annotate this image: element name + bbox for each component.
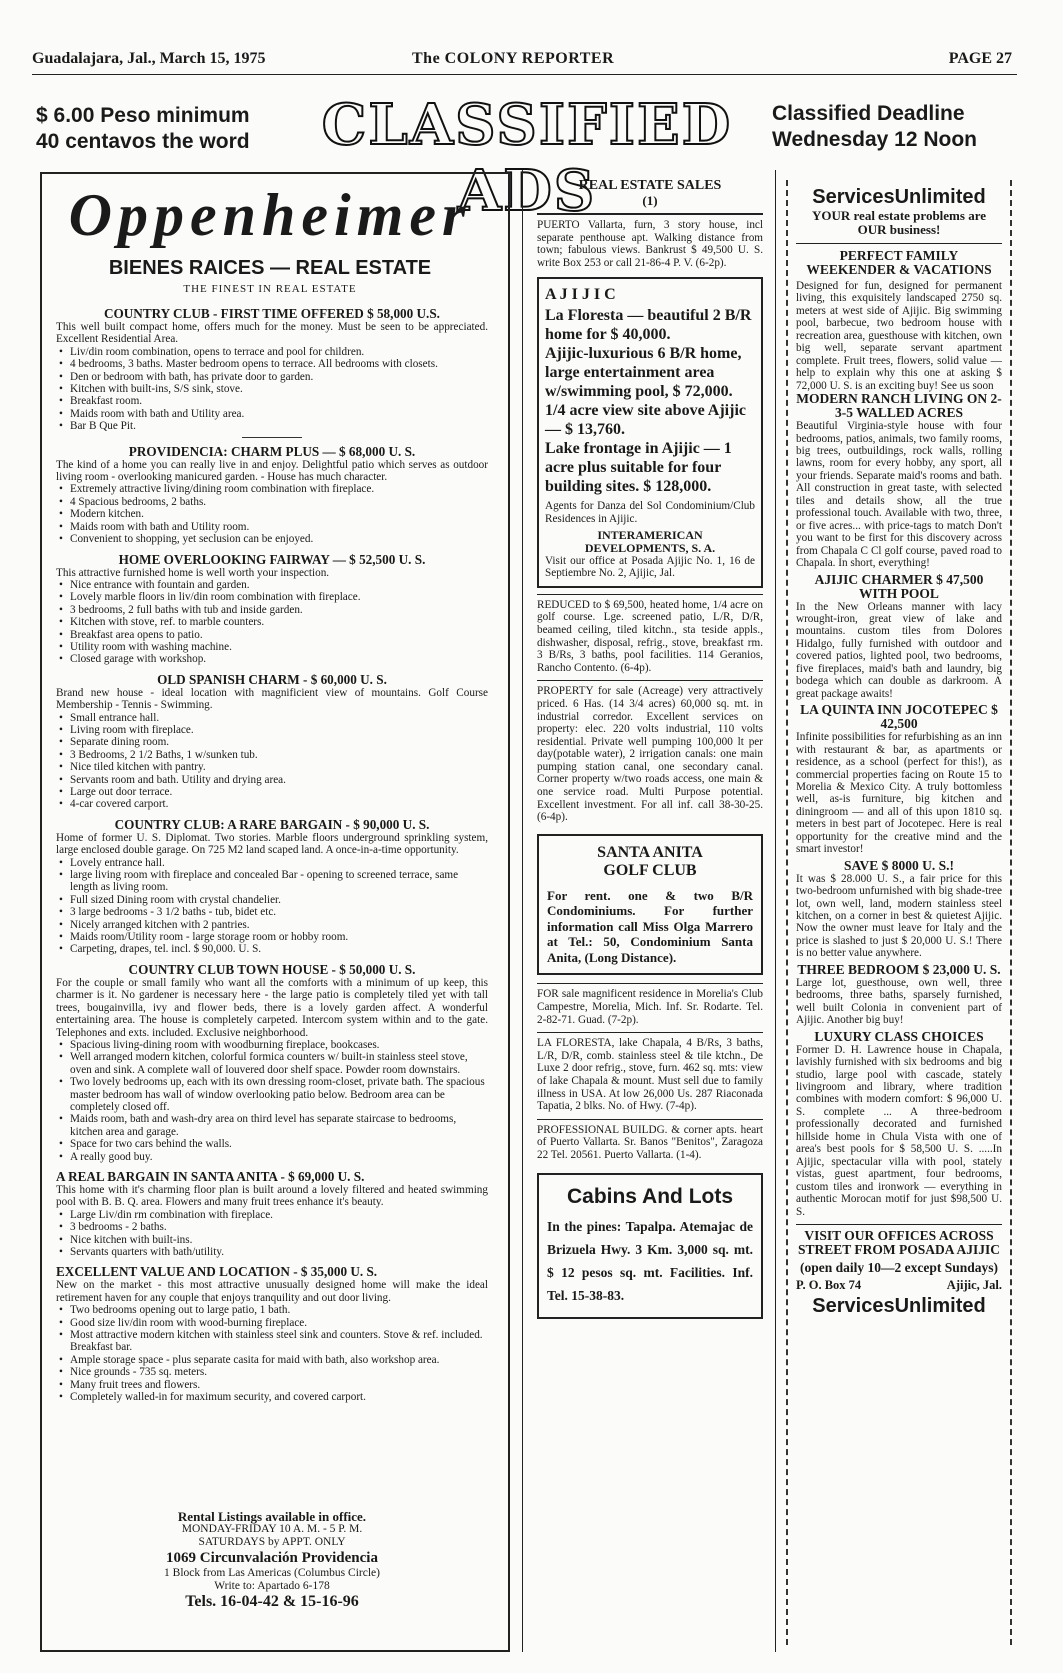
classified-ad: PUERTO Vallarta, furn, 3 story house, incl separate penthouse apt. Walking distance from town; fabulous views. Bankrust $ 49,500 U. S. write Box 253 or call 21-86-4 P. V. (6-2p). bbox=[537, 219, 763, 269]
classified-title: CLASSIFIED ADS bbox=[321, 92, 733, 224]
listing bbox=[56, 672, 488, 811]
page-header bbox=[32, 50, 1012, 72]
services-listing bbox=[796, 963, 1002, 1027]
feature-item: • Most attractive modern kitchen with stainless steel sink and counters. Stove & ref. included. Breakfast bar. bbox=[56, 1329, 488, 1354]
feature-item: • Maids room with bath and Utility area. bbox=[56, 408, 488, 420]
listing-body: Beautiful Virginia-style house with four bedrooms, patios, animals, two family rooms, big trees, outbuildings, rock walls, rolling lawns, room for every hobby, any sport, all your friends. Separate maid's rooms and bath. All construction in great taste, with selected tiles and details show, all the true professional touch. Available with two, three, or five acres... with price-tags to match Don't you want to be first for this discovery across from Chapala C Cl golf course, paved road to Chapala. In short, everything! bbox=[796, 420, 1002, 570]
feature-item: • Utility room with washing machine. bbox=[56, 641, 488, 653]
oppenheimer-subtitle: BIENES RAICES — REAL ESTATE bbox=[108, 257, 432, 279]
cabins-title: Cabins And Lots bbox=[566, 1185, 734, 1209]
ajijic-listing: Lake frontage in Ajijic — 1 acre plus suitable for four building sites. $ 128,000. bbox=[545, 440, 732, 496]
visit-offices: VISIT OUR OFFICES ACROSS STREET FROM POSADA AJIJIC bbox=[798, 1228, 1000, 1257]
feature-item: • Two lovely bedrooms up, each with its own dressing room-closet, private bath. The spacious master bedroom has wall of window overlooking patio below. Bedroom area can be completely closed off. bbox=[56, 1076, 488, 1113]
feature-item: • Convenient to shopping, yet seclusion can be enjoyed. bbox=[56, 533, 488, 545]
oppenheimer-title: Oppenheimer bbox=[68, 182, 472, 248]
ajijic-ad bbox=[537, 277, 763, 587]
listing bbox=[56, 1264, 488, 1403]
listing bbox=[56, 817, 488, 956]
feature-item: • Modern kitchen. bbox=[56, 508, 488, 520]
listing-heading: COUNTRY CLUB: A RARE BARGAIN - $ 90,000 U. S. bbox=[114, 816, 430, 832]
feature-item: • Liv/din room combination, opens to terrace and pool for children. bbox=[56, 346, 488, 358]
real-estate-column bbox=[537, 178, 763, 1319]
listing-features bbox=[56, 1209, 488, 1259]
divider bbox=[537, 1032, 763, 1033]
divider bbox=[537, 680, 763, 681]
listing bbox=[56, 1169, 488, 1258]
cabins-body: In the pines: Tapalpa. Atemajac de Brizuela Hwy. 3 Km. 3,000 sq. mt. $ 12 pesos sq. mt. Facilities. Inf. Tel. 15-38-83. bbox=[547, 1219, 753, 1304]
feature-item: • 4 bedrooms, 3 baths. Master bedroom opens to terrace. All bedrooms with closets. bbox=[56, 358, 488, 370]
listing-body: This attractive furnished home is well worth your inspection. bbox=[56, 566, 330, 579]
feature-item: • 4 Spacious bedrooms, 2 baths. bbox=[56, 496, 488, 508]
divider bbox=[537, 594, 763, 595]
listing-heading: LUXURY CLASS CHOICES bbox=[814, 1028, 984, 1044]
listing-heading: OLD SPANISH CHARM - $ 60,000 U. S. bbox=[157, 671, 387, 687]
feature-item: • Breakfast room. bbox=[56, 395, 488, 407]
feature-item: • Kitchen with stove, ref. to marble counters. bbox=[56, 616, 488, 628]
divider bbox=[242, 437, 302, 438]
column-rule-2 bbox=[775, 170, 776, 1652]
listing-heading: MODERN RANCH LIVING ON 2-3-5 WALLED ACRES bbox=[796, 391, 1002, 421]
feature-item: • Bar B Que Pit. bbox=[56, 420, 488, 432]
classified-ad: REDUCED to $ 69,500, heated home, 1/4 acre on golf course. Lge. screened patio, L/R, D/R, beamed ceiling, tiled kitchn., sta teside appls., dishwasher, disposal, refrig., stove, breakfast rm. 3 B/Rs, 3 baths, pool facilities. 114 Geranios, Rancho Contento. (6-4p). bbox=[537, 598, 763, 674]
rental-listings-note: Rental Listings available in office. bbox=[177, 1509, 367, 1524]
listing-body: Infinite possibilities for refurbishing as an inn with restaurant & bar, as apartments or residence, as a school (perfect for this!), as commercial properties facing on Route 15 to Morelia & Mexico City. A truly bottomless well, as-is furniture, big kitchen and diningroom — and all of this upon 1810 sq. meters in best part of Jocotepec. Here is real opportunity for the creative mind and the smart investor! bbox=[796, 731, 1002, 856]
ajijic-listing: Ajijic-luxurious 6 B/R home, large entertainment area w/swimming pool, $ 72,000. bbox=[545, 345, 742, 401]
feature-item: • Servants room and bath. Utility and drying area. bbox=[56, 774, 488, 786]
feature-item: • Spacious living-dining room with woodburning fireplace, bookcases. bbox=[56, 1039, 488, 1051]
feature-item: • Kitchen with built-ins, S/S sink, stove. bbox=[56, 383, 488, 395]
divider bbox=[796, 243, 1002, 244]
services-footer-title: ServicesUnlimited bbox=[812, 1295, 986, 1317]
oppenheimer-tagline: THE FINEST IN REAL ESTATE bbox=[183, 283, 357, 295]
santa-anita-title: SANTA ANITA bbox=[597, 843, 703, 861]
feature-item: • Large Liv/din rm combination with fireplace. bbox=[56, 1209, 488, 1221]
classified-ad: FOR sale magnificent residence in Morelia's Club Campestre, Morelia, Mich. Inf. Sr. Rodarte. Tel. 2-82-71. Guad. (7-2p). bbox=[537, 988, 763, 1026]
feature-item: • Maids room/Utility room - large storage room or hobby room. bbox=[56, 931, 488, 943]
classified-ad: PROPERTY for sale (Acreage) very attractively priced. 6 Has. (14 3/4 acres) 60,000 sq. mt. in industrial corredor. Excellent services on property: elec. 220 volts industrial, 110 volts residential. Private well pumping 100,000 lt per day(potable water), 2 irrigation canals: one main pumping station canal, one secondary canal. Corner property w/two roads access, one main & one service road. Multi Purpose potential. Excellent investment. For all inf. call 38-30-25. (6-4p). bbox=[537, 685, 763, 824]
feature-item: • Well arranged modern kitchen, colorful formica counters w/ built-in stainless steel stove, oven and sink. A complete wall of louvered door shelf space. Powder room downstairs. bbox=[56, 1051, 488, 1076]
santa-anita-subtitle: GOLF CLUB bbox=[603, 861, 697, 879]
listing-body: This well built compact home, offers much for the money. Must be seen to be appreciated. Excellent Residential Area. bbox=[56, 321, 488, 346]
feature-item: • 3 large bedrooms - 3 1/2 baths - tub, bidet etc. bbox=[56, 906, 488, 918]
ajijic-agents: Agents for Danza del Sol Condominium/Club Residences in Ajijic. bbox=[545, 500, 755, 525]
divider bbox=[537, 983, 763, 984]
rates-info bbox=[36, 103, 250, 155]
oppenheimer-listings bbox=[56, 300, 488, 1403]
santa-anita-body: For rent. one & two B/R Condominiums. For further information call Miss Olga Marrero at Tel.: 50, Condominium Santa Anita, (Long Distance). bbox=[547, 887, 753, 965]
listing-features bbox=[56, 857, 488, 956]
services-title: ServicesUnlimited bbox=[812, 186, 986, 208]
section-number: (1) bbox=[642, 193, 658, 208]
feature-item: • Den or bedroom with bath, has private door to garden. bbox=[56, 371, 488, 383]
border-right bbox=[1010, 180, 1012, 1645]
phone-numbers: Tels. 16-04-42 & 15-16-96 bbox=[185, 1593, 359, 1610]
listing-features bbox=[56, 579, 488, 666]
feature-item: • Good size liv/din room with wood-burning fireplace. bbox=[56, 1317, 488, 1329]
column-rule-1 bbox=[522, 170, 523, 1652]
ajijic-listing: La Floresta — beautiful 2 B/R home for $ 40,000. bbox=[545, 307, 752, 344]
listing-body: The kind of a home you can really live in and enjoy. Delightful patio which serves as outdoor living room - overlooking manicured garden. - House has much character. bbox=[56, 458, 488, 484]
feature-item: • Many fruit trees and flowers. bbox=[56, 1379, 488, 1391]
contact-line bbox=[796, 1278, 1002, 1293]
city: Ajijic, Jal. bbox=[946, 1278, 1002, 1292]
feature-item: • Full sized Dining room with crystal chandelier. bbox=[56, 894, 488, 906]
feature-item: • large living room with fireplace and concealed Bar - opening to screened terrace, same length as living room. bbox=[56, 869, 488, 894]
listing-features bbox=[56, 1304, 488, 1403]
listing-heading: LA QUINTA INN JOCOTEPEC $ 42,500 bbox=[800, 702, 998, 732]
listing-features bbox=[56, 483, 488, 545]
feature-item: • Closed garage with workshop. bbox=[56, 653, 488, 665]
office-hours: (open daily 10—2 except Sundays) bbox=[799, 1260, 999, 1275]
rate-minimum: $ 6.00 Peso minimum bbox=[36, 104, 250, 127]
listing-body: This home with it's charming floor plan is built around a lovely filtered and heated swimming pool with B. B. Q. area. Flowers and many fruit trees enhance it's beauty. bbox=[56, 1183, 488, 1209]
ajijic-visit: Visit our office at Posada Ajijic No. 1, 16 de Septiembre No. 2, Ajijic, Jal. bbox=[545, 554, 755, 580]
office-address: 1069 Circunvalación Providencia bbox=[166, 1550, 378, 1566]
classified-ad: PROFESSIONAL BUILDG. & corner apts. heart of Puerto Vallarta. Sr. Banos "Benitos", Zaragoza 22 Tel. 20561. Puerto Vallarta. (1-4). bbox=[537, 1123, 763, 1161]
services-unlimited-ad bbox=[796, 186, 1002, 1318]
listing-body: Brand new house - ideal location with magnificient view of mountains. Golf Course Membership - Tennis - Swimming. bbox=[56, 686, 488, 712]
listing-heading: THREE BEDROOM $ 23,000 U. S. bbox=[797, 961, 1001, 977]
rate-per-word: 40 centavos the word bbox=[36, 130, 250, 153]
section-title: REAL ESTATE SALES bbox=[578, 178, 722, 193]
listing-heading: COUNTRY CLUB - FIRST TIME OFFERED $ 58,000 U.S. bbox=[104, 306, 440, 321]
mailing-address: Write to: Apartado 6-178 bbox=[214, 1580, 330, 1592]
listing-heading: HOME OVERLOOKING FAIRWAY — $ 52,500 U. S. bbox=[118, 551, 426, 567]
divider bbox=[537, 213, 763, 215]
listing bbox=[56, 306, 488, 438]
listing-body: In the New Orleans manner with lacy wrought-iron, great view of lake and mountains. custom tiles from Dolores Hidalgo, fully furnished with outdoor and covered patios, lighted pool, two bedrooms, five fireplaces, maid's bath and laundry, big bodega which can double as darkroom. A great package awaits! bbox=[796, 600, 1002, 700]
cabins-ad bbox=[537, 1173, 763, 1319]
classified-ad: LA FLORESTA, lake Chapala, 4 B/Rs, 3 baths, L/R, D/R, comb. stainless steel & tile ktchn., De Luxe 2 door refrig., stove, furn. 462 sq. mts: view of lake Chapala & mount. Must sell due to family illness in USA. At low 26,000 Us. 287 Riaconada Tapatia, 2 blks. No. of Hwy. (7-4p). bbox=[537, 1037, 763, 1113]
feature-item: • 3 bedrooms - 2 baths. bbox=[56, 1221, 488, 1233]
header-page-number: PAGE 27 bbox=[948, 50, 1012, 67]
services-listing bbox=[796, 392, 1002, 569]
feature-item: • Separate dining room. bbox=[56, 736, 488, 748]
listing-body: New on the market - this most attractive unusually designed home will make the ideal retirement haven for any couple that enjoys tranquility and out door living. bbox=[56, 1279, 488, 1304]
divider bbox=[796, 1224, 1002, 1225]
listing-heading: EXCELLENT VALUE AND LOCATION - $ 35,000 U. S. bbox=[56, 1264, 378, 1280]
listing-body: Designed for fun, designed for permanent living, this exquisitely landscaped 2750 sq. meters at west side of Ajijic. Big swimming pool, barbecue, two bedroom house with recreation area, guesthouse with kitchen, own big well, separate servant apartment complete. Fruit trees, flowers, solid value — help to explain why this one at asking $ 72,000 U. S. is an exciting buy! See us soon bbox=[796, 280, 1002, 392]
feature-item: • Maids room, bath and wash-dry area on third level has separate staircase to bedrooms, kitchen area and garage. bbox=[56, 1113, 488, 1138]
feature-item: • Living room with fireplace. bbox=[56, 724, 488, 736]
listing-features bbox=[56, 712, 488, 811]
listing bbox=[56, 552, 488, 666]
feature-item: • A really good buy. bbox=[56, 1151, 488, 1163]
feature-item: • Nice tiled kitchen with pantry. bbox=[56, 761, 488, 773]
feature-item: • Completely walled-in for maximum security, and covered carport. bbox=[56, 1391, 488, 1403]
ajijic-company: INTERAMERICAN DEVELOPMENTS, S. A. bbox=[584, 527, 716, 555]
feature-item: • Nice entrance with fountain and garden. bbox=[56, 579, 488, 591]
listing bbox=[56, 444, 488, 546]
services-listing bbox=[796, 859, 1002, 960]
po-box: P. O. Box 74 bbox=[796, 1278, 862, 1292]
listing-heading: PROVIDENCIA: CHARM PLUS — $ 68,000 U. S. bbox=[128, 443, 416, 459]
ajijic-listing: 1/4 acre view site above Ajijic — $ 13,760. bbox=[545, 402, 746, 439]
listing-body: It was $ 28.000 U. S., a fair price for this two-bedroom unfurnished with big shade-tree lot, own well, land, modern stainless steel kitchen, on a corner in best & quietest Ajijic. Now the owner must leave for Italy and the price is slashed to just $ 20,000 U. S.! There is no better value anywhere. bbox=[796, 872, 1002, 960]
feature-item: • Lovely entrance hall. bbox=[56, 857, 488, 869]
feature-item: • Nicely arranged kitchen with 2 pantries. bbox=[56, 919, 488, 931]
services-tagline: YOUR real estate problems are OUR business! bbox=[811, 208, 987, 237]
listing-body: Large lot, guesthouse, own well, three bedrooms, three baths, sparsely furnished, well built Colonia in convenient part of Ajijic. Another big buy! bbox=[796, 976, 1002, 1027]
feature-item: • Lovely marble floors in liv/din room combination with fireplace. bbox=[56, 591, 488, 603]
listing-heading: A REAL BARGAIN IN SANTA ANITA - $ 69,000 U. S. bbox=[56, 1168, 365, 1184]
santa-anita-ad bbox=[537, 834, 763, 976]
feature-item: • 3 Bedrooms, 2 1/2 Baths, 1 w/sunken tub. bbox=[56, 749, 488, 761]
office-hours: MONDAY-FRIDAY 10 A. M. - 5 P. M. bbox=[181, 1523, 363, 1535]
feature-item: • 4-car covered carport. bbox=[56, 798, 488, 810]
listing-body: Home of former U. S. Diplomat. Two stories. Marble floors underground sprinkling system, large enclosed double garage. On 725 M2 land scaped land. A once-in-a-time opportunity. bbox=[56, 831, 488, 857]
feature-item: • Large out door terrace. bbox=[56, 786, 488, 798]
listing-heading: SAVE $ 8000 U. S.! bbox=[843, 857, 955, 873]
listing-body: Former D. H. Lawrence house in Chapala, lavishly furnished with six bedrooms and big studio, large pool with cascade, stately livingroom and library, where tradition combines with modern comfort: $ 96,000 U. S. complete ... A three-bedroom professionally decorated and furnished hillside home in Chula Vista with one of area's best pools for $ 58,500 U. S. .....In Ajijic, spectacular villa with pool, stately vistas, guest apartment, four bedrooms, custom tiles and ironwork — everything in authentic Morocan motif for just $98,500 U. S. bbox=[796, 1043, 1002, 1218]
header-masthead: The COLONY REPORTER bbox=[412, 50, 615, 67]
feature-item: • Space for two cars behind the walls. bbox=[56, 1138, 488, 1150]
feature-item: • Servants quarters with bath/utility. bbox=[56, 1246, 488, 1258]
listing-heading: PERFECT FAMILY WEEKENDER & VACATIONS bbox=[806, 248, 992, 277]
listing-heading: COUNTRY CLUB TOWN HOUSE - $ 50,000 U. S. bbox=[128, 961, 416, 977]
feature-item: • Carpeting, drapes, tel. incl. $ 90,000. U. S. bbox=[56, 943, 488, 955]
feature-item: • Extremely attractive living/dining room combination with fireplace. bbox=[56, 483, 488, 495]
listing bbox=[56, 962, 488, 1163]
listing-features bbox=[56, 1039, 488, 1163]
feature-item: • Nice kitchen with built-ins. bbox=[56, 1234, 488, 1246]
ajijic-heading: A J I J I C bbox=[545, 286, 616, 304]
listing-heading: AJIJIC CHARMER $ 47,500 WITH POOL bbox=[814, 571, 984, 601]
border-left bbox=[786, 180, 788, 1645]
header-dateline: Guadalajara, Jal., March 15, 1975 bbox=[32, 50, 266, 67]
feature-item: • Two bedrooms opening out to large patio, 1 bath. bbox=[56, 1304, 488, 1316]
feature-item: • Small entrance hall. bbox=[56, 712, 488, 724]
feature-item: • Ample storage space - plus separate casita for maid with bath, also workshop area. bbox=[56, 1354, 488, 1366]
services-listing bbox=[796, 249, 1002, 392]
listing-features bbox=[56, 346, 488, 433]
feature-item: • 3 bedrooms, 2 full baths with tub and inside garden. bbox=[56, 604, 488, 616]
deadline-time: Wednesday 12 Noon bbox=[772, 128, 977, 151]
feature-item: • Maids room with bath and Utility room. bbox=[56, 521, 488, 533]
feature-item: • Breakfast area opens to patio. bbox=[56, 629, 488, 641]
divider bbox=[537, 1119, 763, 1120]
deadline-label: Classified Deadline bbox=[772, 102, 965, 125]
deadline-info bbox=[772, 101, 977, 153]
services-listing bbox=[796, 703, 1002, 856]
listing-body: For the couple or small family who want all the comforts with a minimum of up keep, this charmer is it. No gardener is necessary here - the large patio is completely tiled yet with tall trees, bougainvilla, ivy and flower beds, there is a lovely garden affect. A wonderful entertaining area. The house is completely carpeted. Intercom system within and to the gate. Telephones and exts. included. Exclusive neighborhood. bbox=[56, 976, 488, 1039]
services-listing bbox=[796, 1030, 1002, 1218]
services-listing bbox=[796, 573, 1002, 701]
header-rule bbox=[32, 74, 1017, 75]
address-directions: 1 Block from Las Americas (Columbus Circle) bbox=[164, 1567, 380, 1579]
feature-item: • Nice grounds - 735 sq. meters. bbox=[56, 1366, 488, 1378]
oppenheimer-footer bbox=[56, 1510, 488, 1611]
saturday-hours: SATURDAYS by APPT. ONLY bbox=[198, 1536, 346, 1548]
